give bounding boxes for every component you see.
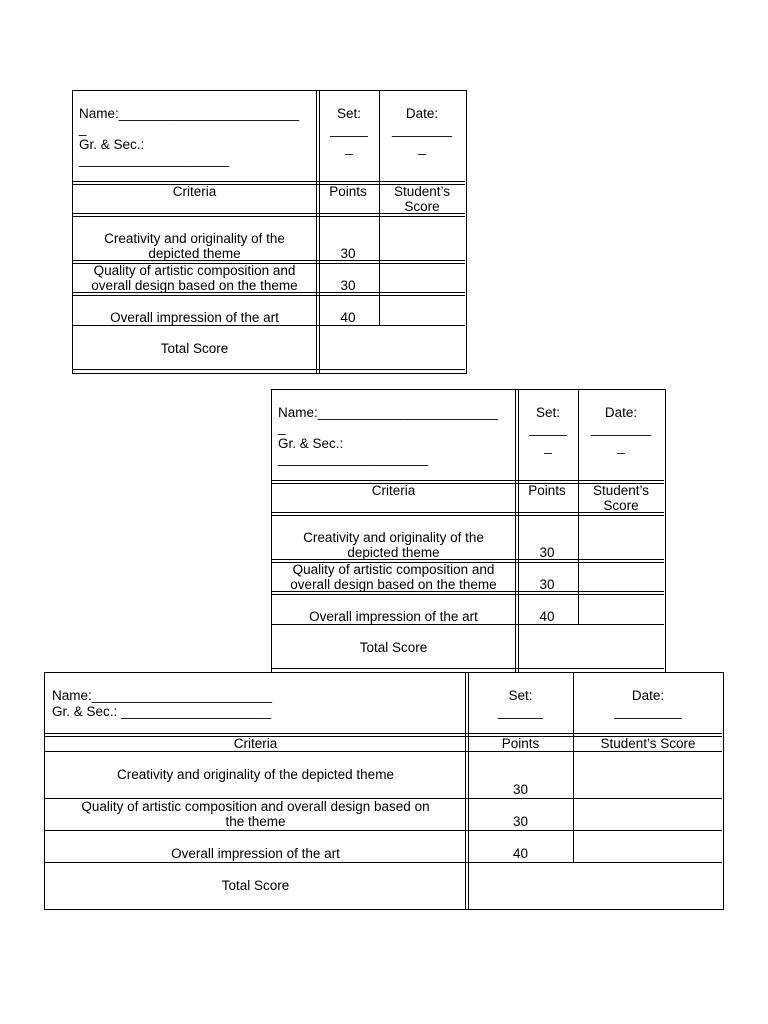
divider: [45, 733, 722, 737]
grade-section-field[interactable]: ____________________: [79, 152, 230, 167]
total-score-label: Total Score: [160, 341, 229, 356]
student-score-column-header: Student’s: [592, 483, 650, 498]
total-score-label: Total Score: [359, 640, 428, 655]
student-score-column-header: Student’s Score: [600, 736, 696, 751]
name-field[interactable]: Name:________________________: [278, 405, 498, 420]
criteria-overall-impression: Overall impression of the art: [110, 310, 279, 325]
criteria-creativity-line2: depicted theme: [148, 246, 241, 261]
date-field[interactable]: ________: [590, 421, 652, 436]
total-score-cell[interactable]: [319, 329, 465, 371]
divider: [573, 673, 574, 863]
score-cell-creativity[interactable]: [382, 217, 466, 261]
rubric-form-3: [44, 672, 724, 910]
date-label: Date:: [405, 106, 439, 121]
divider: [272, 480, 664, 484]
rubric-form-1: [72, 90, 467, 374]
divider: [272, 668, 664, 669]
divider: [272, 591, 664, 595]
criteria-creativity: Creativity and originality of the: [104, 231, 285, 246]
divider: [272, 624, 664, 625]
divider: [272, 559, 664, 563]
points-overall-impression: 40: [539, 609, 555, 624]
student-score-column-header-line2: Score: [603, 498, 639, 513]
set-label: Set:: [508, 688, 533, 703]
score-cell-creativity[interactable]: [581, 516, 665, 560]
divider: [45, 751, 722, 752]
points-composition: 30: [539, 577, 555, 592]
set-field-tail: _: [544, 439, 552, 454]
date-field[interactable]: ________: [391, 122, 453, 137]
divider: [73, 213, 465, 217]
set-field-tail: _: [345, 140, 353, 155]
points-overall-impression: 40: [340, 310, 356, 325]
date-label: Date:: [631, 688, 665, 703]
set-label: Set:: [535, 405, 560, 420]
divider: [45, 798, 722, 799]
score-cell-overall-impression[interactable]: [581, 595, 665, 624]
date-field-tail: _: [418, 140, 426, 155]
date-field-tail: _: [617, 439, 625, 454]
divider: [73, 260, 465, 264]
name-field[interactable]: Name:________________________: [52, 688, 272, 703]
criteria-column-header: Criteria: [172, 184, 217, 199]
points-creativity: 30: [340, 246, 356, 261]
score-cell-overall-impression[interactable]: [382, 296, 466, 325]
student-score-column-header: Student’s: [393, 184, 451, 199]
criteria-overall-impression: Overall impression of the art: [309, 609, 478, 624]
divider: [316, 91, 320, 373]
divider: [73, 292, 465, 296]
score-cell-creativity[interactable]: [576, 754, 723, 798]
divider: [379, 91, 380, 326]
points-column-header: Points: [528, 483, 566, 498]
divider: [578, 390, 579, 625]
grade-section-label: Gr. & Sec.:: [79, 137, 145, 152]
criteria-composition: Quality of artistic composition and: [93, 263, 296, 278]
grade-section-field[interactable]: ____________________: [278, 451, 429, 466]
points-composition: 30: [340, 278, 356, 293]
set-field[interactable]: _____: [529, 421, 567, 436]
criteria-column-header: Criteria: [233, 736, 278, 751]
points-creativity: 30: [539, 545, 555, 560]
name-field-tail: _: [79, 121, 87, 136]
points-overall-impression: 40: [512, 846, 529, 861]
total-score-label: Total Score: [221, 878, 290, 893]
total-score-cell[interactable]: [469, 865, 723, 907]
divider: [465, 673, 469, 909]
date-field[interactable]: _________: [614, 704, 682, 719]
divider: [272, 512, 664, 516]
divider: [45, 862, 722, 863]
rubric-form-2: [271, 389, 666, 673]
divider: [515, 390, 519, 672]
score-cell-composition[interactable]: [576, 801, 723, 830]
criteria-creativity: Creativity and originality of the depicted theme: [117, 767, 394, 782]
criteria-composition-line2: the theme: [225, 814, 286, 829]
score-cell-composition[interactable]: [382, 264, 466, 293]
criteria-composition: Quality of artistic composition and: [292, 562, 495, 577]
grade-section-field[interactable]: Gr. & Sec.: ____________________: [52, 704, 272, 719]
name-field-tail: _: [278, 420, 286, 435]
criteria-composition-line2: overall design based on the theme: [290, 577, 497, 592]
divider: [45, 830, 722, 831]
points-column-header: Points: [329, 184, 367, 199]
criteria-creativity: Creativity and originality of the: [303, 530, 484, 545]
grade-section-label: Gr. & Sec.:: [278, 436, 344, 451]
divider: [73, 369, 465, 370]
divider: [73, 325, 465, 326]
criteria-creativity-line2: depicted theme: [347, 545, 440, 560]
criteria-composition-line2: overall design based on the theme: [91, 278, 298, 293]
points-creativity: 30: [512, 782, 529, 797]
criteria-overall-impression: Overall impression of the art: [171, 846, 340, 861]
score-cell-composition[interactable]: [581, 563, 665, 592]
points-column-header: Points: [501, 736, 540, 751]
divider: [73, 181, 465, 185]
criteria-composition: Quality of artistic composition and overall design based on: [81, 799, 430, 814]
date-label: Date:: [604, 405, 638, 420]
set-label: Set:: [336, 106, 361, 121]
criteria-column-header: Criteria: [371, 483, 416, 498]
set-field[interactable]: _____: [330, 122, 368, 137]
points-composition: 30: [512, 814, 529, 829]
student-score-column-header-line2: Score: [404, 199, 440, 214]
set-field[interactable]: ______: [497, 704, 544, 719]
name-field[interactable]: Name:________________________: [79, 106, 299, 121]
score-cell-overall-impression[interactable]: [576, 833, 723, 862]
total-score-cell[interactable]: [518, 628, 664, 670]
